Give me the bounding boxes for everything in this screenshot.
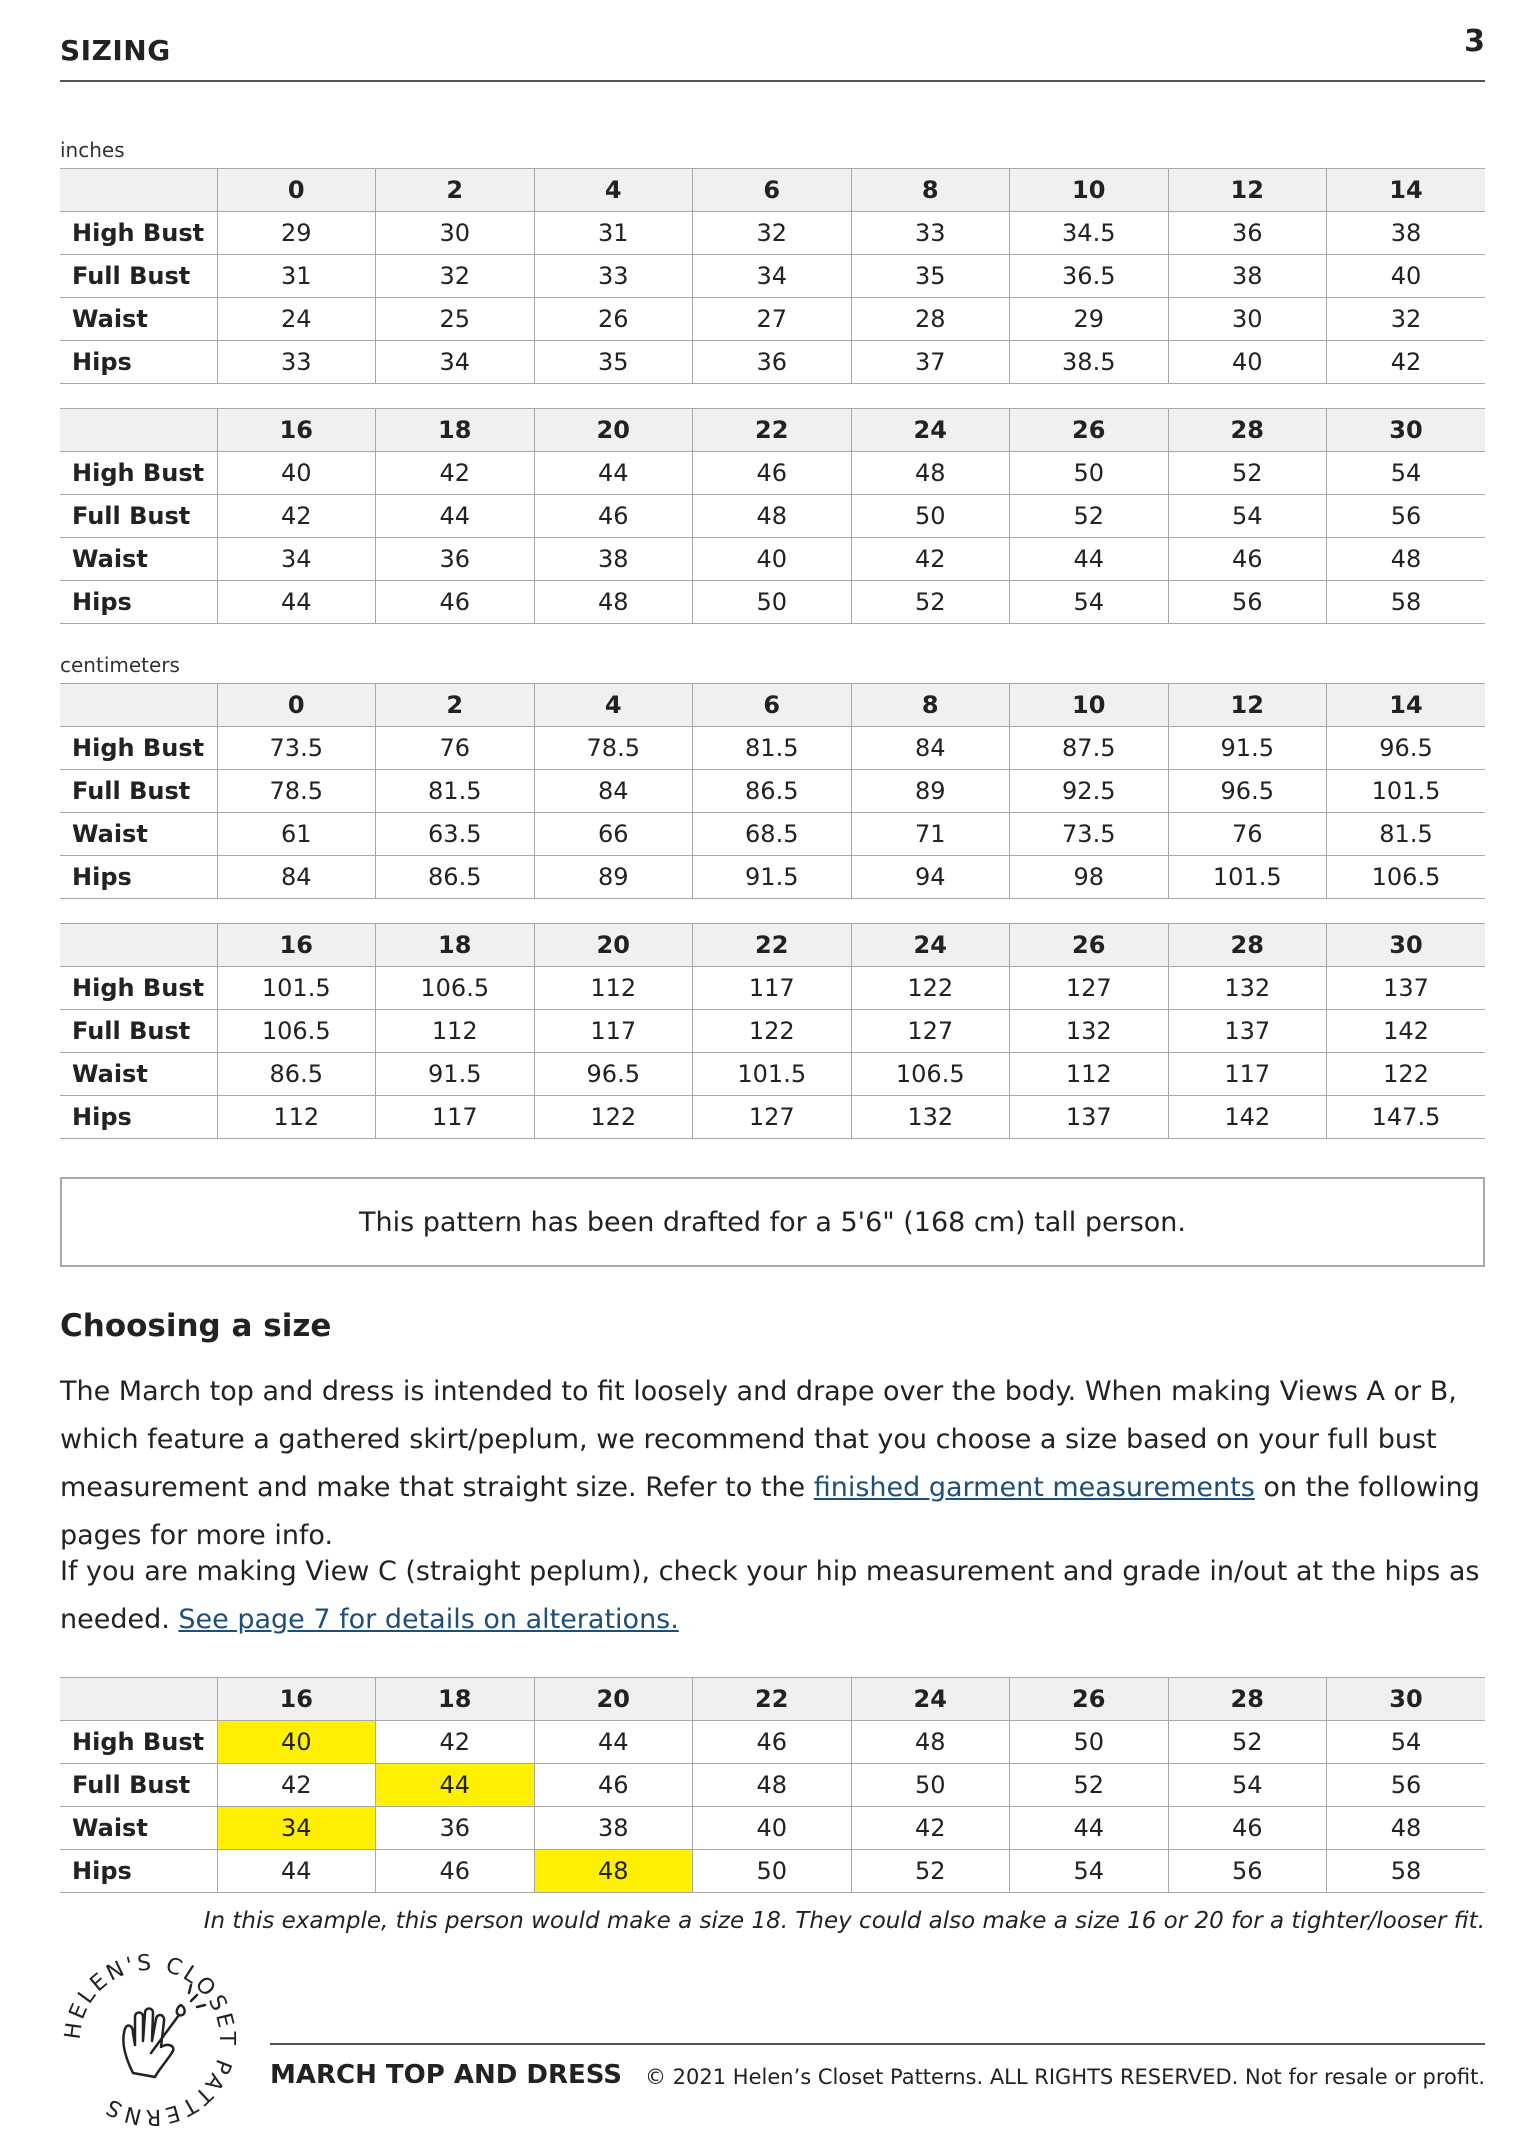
measurement-cell: 29: [1010, 298, 1169, 341]
measurement-cell: 35: [851, 255, 1010, 298]
measurement-cell: 44: [1010, 538, 1169, 581]
measurement-label: Full Bust: [60, 255, 217, 298]
measurement-cell: 27: [693, 298, 852, 341]
measurement-cell: 142: [1168, 1096, 1327, 1139]
measurement-cell: 101.5: [217, 967, 376, 1010]
measurement-cell: 42: [376, 452, 535, 495]
measurement-cell: 101.5: [693, 1053, 852, 1096]
measurement-cell: 106.5: [376, 967, 535, 1010]
measurement-cell: 127: [693, 1096, 852, 1139]
measurement-cell: 98: [1010, 856, 1169, 899]
corner-cell: [60, 684, 217, 727]
measurement-cell: 34: [217, 538, 376, 581]
measurement-row: [60, 813, 1485, 856]
paragraph-1-text: The March top and dress is intended to fit loosely and drape over the body. When making Views A or B, which feature a gathered skirt/peplum, we recommend that you choose a size based on your full bust measurement and make that straight size. Refer to the: [60, 1376, 1457, 1503]
measurement-cell: 117: [534, 1010, 693, 1053]
measurement-cell: 34.5: [1010, 212, 1169, 255]
size-header-row: [60, 1678, 1485, 1721]
measurement-cell: 52: [851, 1850, 1010, 1893]
centimeters-label: centimeters: [60, 653, 180, 677]
paragraph-1-tail: on the following pages for more info.: [60, 1472, 1480, 1551]
measurement-cell: 48: [693, 495, 852, 538]
measurement-cell: 76: [376, 727, 535, 770]
measurement-label: Hips: [60, 856, 217, 899]
measurement-cell: 142: [1327, 1010, 1486, 1053]
measurement-label: High Bust: [60, 212, 217, 255]
measurement-label: Waist: [60, 1053, 217, 1096]
section-title: SIZING: [60, 34, 171, 67]
measurement-cell: 30: [376, 212, 535, 255]
measurement-row: [60, 212, 1485, 255]
measurement-cell: 46: [1168, 1807, 1327, 1850]
measurement-row: [60, 1053, 1485, 1096]
measurement-cell: 87.5: [1010, 727, 1169, 770]
measurement-cell: 68.5: [693, 813, 852, 856]
measurement-cell: 44: [217, 581, 376, 624]
measurement-label: High Bust: [60, 452, 217, 495]
measurement-cell: 50: [851, 1764, 1010, 1807]
measurement-cell: 81.5: [693, 727, 852, 770]
measurement-cell: 117: [693, 967, 852, 1010]
measurement-cell: 35: [534, 341, 693, 384]
size-header: 8: [851, 169, 1010, 212]
measurement-label: Waist: [60, 813, 217, 856]
measurement-cell: 46: [693, 452, 852, 495]
measurement-cell: 58: [1327, 581, 1486, 624]
example-caption: In this example, this person would make a size 18. They could also make a size 16 or 20 for a tighter/looser fit.: [203, 1908, 1485, 1934]
measurement-cell: 137: [1327, 967, 1486, 1010]
measurement-cell: 42: [851, 538, 1010, 581]
measurement-cell: 38: [534, 1807, 693, 1850]
size-header: 18: [376, 924, 535, 967]
measurement-cell: 137: [1168, 1010, 1327, 1053]
measurement-row: [60, 1721, 1485, 1764]
measurement-cell: 137: [1010, 1096, 1169, 1139]
measurement-cell: 56: [1327, 1764, 1486, 1807]
measurement-cell: 37: [851, 341, 1010, 384]
measurement-cell: 81.5: [376, 770, 535, 813]
measurement-row: [60, 1010, 1485, 1053]
measurement-cell: 50: [1010, 452, 1169, 495]
measurement-cell: 52: [1010, 495, 1169, 538]
measurement-cell: 127: [851, 1010, 1010, 1053]
measurement-cell: 96.5: [534, 1053, 693, 1096]
measurement-cell: 48: [693, 1764, 852, 1807]
measurement-cell: 73.5: [217, 727, 376, 770]
measurement-row: [60, 727, 1485, 770]
measurement-cell: 38: [1327, 212, 1486, 255]
size-header: 22: [693, 924, 852, 967]
measurement-cell: 46: [1168, 538, 1327, 581]
choosing-paragraph-1: [60, 1368, 1490, 1560]
cm-table-small-sizes: [60, 683, 1485, 899]
measurement-cell: 61: [217, 813, 376, 856]
measurement-cell: 91.5: [376, 1053, 535, 1096]
measurement-cell: 42: [1327, 341, 1486, 384]
measurement-cell: 40: [1168, 341, 1327, 384]
measurement-label: Hips: [60, 341, 217, 384]
measurement-cell: 46: [534, 1764, 693, 1807]
size-header-row: [60, 409, 1485, 452]
measurement-cell: 31: [217, 255, 376, 298]
measurement-cell: 31: [534, 212, 693, 255]
measurement-cell: 86.5: [376, 856, 535, 899]
measurement-label: High Bust: [60, 967, 217, 1010]
measurement-cell: 40: [693, 1807, 852, 1850]
measurement-cell: 50: [1010, 1721, 1169, 1764]
corner-cell: [60, 409, 217, 452]
measurement-cell: 54: [1010, 581, 1169, 624]
measurement-cell: 122: [1327, 1053, 1486, 1096]
measurement-cell: 112: [1010, 1053, 1169, 1096]
measurement-label: Hips: [60, 1096, 217, 1139]
measurement-cell: 44: [1010, 1807, 1169, 1850]
measurement-cell: 117: [1168, 1053, 1327, 1096]
measurement-cell: 122: [693, 1010, 852, 1053]
size-header: 24: [851, 924, 1010, 967]
size-header: 28: [1168, 409, 1327, 452]
measurement-cell: 42: [217, 495, 376, 538]
measurement-cell: 132: [851, 1096, 1010, 1139]
measurement-row: [60, 341, 1485, 384]
footer-pattern-title: MARCH TOP AND DRESS: [270, 2060, 623, 2090]
size-header: 18: [376, 409, 535, 452]
measurement-cell: 48: [851, 1721, 1010, 1764]
measurement-cell: 127: [1010, 967, 1169, 1010]
measurement-cell: 56: [1168, 1850, 1327, 1893]
size-header-row: [60, 924, 1485, 967]
size-header: 4: [534, 169, 693, 212]
measurement-label: Full Bust: [60, 1764, 217, 1807]
inches-table-large-sizes: [60, 408, 1485, 624]
measurement-cell: 54: [1327, 1721, 1486, 1764]
size-header: 10: [1010, 684, 1169, 727]
measurement-cell: 112: [217, 1096, 376, 1139]
size-header: 6: [693, 684, 852, 727]
measurement-cell: 89: [851, 770, 1010, 813]
choosing-size-heading: Choosing a size: [60, 1308, 332, 1344]
measurement-cell: 46: [376, 1850, 535, 1893]
size-header: 30: [1327, 924, 1486, 967]
measurement-cell: 78.5: [217, 770, 376, 813]
size-header: 10: [1010, 169, 1169, 212]
choosing-paragraph-2: [60, 1548, 1490, 1644]
paragraph-2-text: If you are making View C (straight peplum), check your hip measurement and grade in/out at the hips as needed.: [60, 1556, 1480, 1635]
size-header: 20: [534, 1678, 693, 1721]
measurement-row: [60, 856, 1485, 899]
size-header: 16: [217, 924, 376, 967]
size-header: 24: [851, 409, 1010, 452]
measurement-cell: 112: [534, 967, 693, 1010]
measurement-cell: 33: [217, 341, 376, 384]
size-header: 4: [534, 684, 693, 727]
corner-cell: [60, 924, 217, 967]
corner-cell: [60, 1678, 217, 1721]
measurement-cell: 73.5: [1010, 813, 1169, 856]
measurement-label: Hips: [60, 581, 217, 624]
measurement-row: [60, 770, 1485, 813]
measurement-row: [60, 495, 1485, 538]
size-header: 26: [1010, 924, 1169, 967]
measurement-cell: 25: [376, 298, 535, 341]
measurement-cell: 40: [217, 452, 376, 495]
size-header: 0: [217, 169, 376, 212]
measurement-row: [60, 1096, 1485, 1139]
size-header: 8: [851, 684, 1010, 727]
measurement-cell: 40: [217, 1721, 376, 1764]
size-header: 26: [1010, 409, 1169, 452]
measurement-cell: 33: [851, 212, 1010, 255]
measurement-cell: 36: [376, 538, 535, 581]
measurement-cell: 52: [1168, 1721, 1327, 1764]
measurement-cell: 34: [693, 255, 852, 298]
measurement-cell: 36.5: [1010, 255, 1169, 298]
measurement-cell: 106.5: [1327, 856, 1486, 899]
measurement-cell: 94: [851, 856, 1010, 899]
measurement-cell: 54: [1168, 495, 1327, 538]
example-size-table: [60, 1677, 1485, 1893]
measurement-cell: 117: [376, 1096, 535, 1139]
measurement-cell: 32: [693, 212, 852, 255]
size-header: 2: [376, 684, 535, 727]
measurement-cell: 106.5: [217, 1010, 376, 1053]
measurement-row: [60, 255, 1485, 298]
size-header: 22: [693, 409, 852, 452]
measurement-cell: 78.5: [534, 727, 693, 770]
footer-copyright: © 2021 Helen’s Closet Patterns. ALL RIGHTS RESERVED. Not for resale or profit.: [645, 2065, 1485, 2089]
size-header: 30: [1327, 409, 1486, 452]
measurement-cell: 52: [1168, 452, 1327, 495]
measurement-cell: 56: [1168, 581, 1327, 624]
measurement-cell: 24: [217, 298, 376, 341]
size-header: 24: [851, 1678, 1010, 1721]
finished-measurements-link[interactable]: finished garment measurements: [813, 1472, 1255, 1503]
measurement-row: [60, 538, 1485, 581]
cm-table-large-sizes: [60, 923, 1485, 1139]
size-header: 20: [534, 924, 693, 967]
height-note-text: This pattern has been drafted for a 5'6" (168 cm) tall person.: [358, 1206, 1187, 1238]
measurement-cell: 84: [534, 770, 693, 813]
svg-text:HELEN'S CLOSET PATTERNS: HELEN'S CLOSET PATTERNS: [60, 1950, 240, 2130]
measurement-cell: 132: [1010, 1010, 1169, 1053]
measurement-cell: 81.5: [1327, 813, 1486, 856]
measurement-cell: 48: [534, 1850, 693, 1893]
measurement-cell: 32: [376, 255, 535, 298]
size-header: 28: [1168, 1678, 1327, 1721]
measurement-cell: 46: [376, 581, 535, 624]
measurement-cell: 92.5: [1010, 770, 1169, 813]
measurement-cell: 28: [851, 298, 1010, 341]
measurement-cell: 48: [851, 452, 1010, 495]
measurement-cell: 48: [534, 581, 693, 624]
measurement-cell: 36: [1168, 212, 1327, 255]
measurement-cell: 54: [1010, 1850, 1169, 1893]
size-header: 6: [693, 169, 852, 212]
height-note-box: [60, 1177, 1485, 1267]
measurement-cell: 58: [1327, 1850, 1486, 1893]
size-header: 18: [376, 1678, 535, 1721]
measurement-cell: 54: [1327, 452, 1486, 495]
measurement-cell: 46: [534, 495, 693, 538]
measurement-cell: 36: [376, 1807, 535, 1850]
measurement-cell: 96.5: [1327, 727, 1486, 770]
measurement-cell: 86.5: [217, 1053, 376, 1096]
measurement-label: Full Bust: [60, 770, 217, 813]
measurement-label: Waist: [60, 538, 217, 581]
measurement-cell: 50: [851, 495, 1010, 538]
measurement-cell: 66: [534, 813, 693, 856]
measurement-cell: 52: [851, 581, 1010, 624]
measurement-cell: 101.5: [1327, 770, 1486, 813]
measurement-label: High Bust: [60, 727, 217, 770]
measurement-cell: 44: [534, 1721, 693, 1764]
measurement-cell: 101.5: [1168, 856, 1327, 899]
measurement-cell: 56: [1327, 495, 1486, 538]
measurement-label: Waist: [60, 1807, 217, 1850]
size-header-row: [60, 169, 1485, 212]
size-header: 14: [1327, 169, 1486, 212]
size-header: 14: [1327, 684, 1486, 727]
measurement-cell: 91.5: [693, 856, 852, 899]
measurement-cell: 147.5: [1327, 1096, 1486, 1139]
measurement-cell: 86.5: [693, 770, 852, 813]
corner-cell: [60, 169, 217, 212]
measurement-label: Waist: [60, 298, 217, 341]
measurement-label: Hips: [60, 1850, 217, 1893]
inches-label: inches: [60, 138, 125, 162]
size-header: 16: [217, 1678, 376, 1721]
size-header: 28: [1168, 924, 1327, 967]
measurement-row: [60, 1807, 1485, 1850]
measurement-label: Full Bust: [60, 495, 217, 538]
measurement-cell: 84: [217, 856, 376, 899]
measurement-cell: 50: [693, 1850, 852, 1893]
measurement-row: [60, 581, 1485, 624]
measurement-cell: 29: [217, 212, 376, 255]
size-header: 22: [693, 1678, 852, 1721]
measurement-cell: 33: [534, 255, 693, 298]
footer-rule: [270, 2043, 1485, 2045]
measurement-row: [60, 298, 1485, 341]
measurement-label: High Bust: [60, 1721, 217, 1764]
measurement-cell: 91.5: [1168, 727, 1327, 770]
page: [60, 0, 1485, 2130]
measurement-row: [60, 967, 1485, 1010]
alterations-link[interactable]: See page 7 for details on alterations.: [178, 1604, 679, 1635]
size-header: 20: [534, 409, 693, 452]
measurement-cell: 42: [851, 1807, 1010, 1850]
size-header: 12: [1168, 684, 1327, 727]
measurement-cell: 42: [217, 1764, 376, 1807]
measurement-cell: 26: [534, 298, 693, 341]
measurement-cell: 122: [534, 1096, 693, 1139]
measurement-cell: 42: [376, 1721, 535, 1764]
measurement-cell: 40: [1327, 255, 1486, 298]
measurement-cell: 96.5: [1168, 770, 1327, 813]
measurement-cell: 84: [851, 727, 1010, 770]
inches-table-small-sizes: [60, 168, 1485, 384]
measurement-cell: 106.5: [851, 1053, 1010, 1096]
measurement-cell: 71: [851, 813, 1010, 856]
helens-closet-logo-icon: [55, 1945, 245, 2135]
measurement-cell: 44: [217, 1850, 376, 1893]
size-header: 0: [217, 684, 376, 727]
page-header: [60, 0, 1485, 82]
measurement-cell: 38.5: [1010, 341, 1169, 384]
measurement-cell: 46: [693, 1721, 852, 1764]
measurement-row: [60, 452, 1485, 495]
size-header: 30: [1327, 1678, 1486, 1721]
measurement-cell: 122: [851, 967, 1010, 1010]
measurement-label: Full Bust: [60, 1010, 217, 1053]
measurement-cell: 44: [534, 452, 693, 495]
measurement-cell: 54: [1168, 1764, 1327, 1807]
measurement-cell: 34: [376, 341, 535, 384]
measurement-cell: 36: [693, 341, 852, 384]
measurement-cell: 34: [217, 1807, 376, 1850]
page-number: 3: [1464, 24, 1485, 59]
measurement-cell: 38: [534, 538, 693, 581]
measurement-cell: 76: [1168, 813, 1327, 856]
measurement-cell: 50: [693, 581, 852, 624]
measurement-cell: 44: [376, 495, 535, 538]
measurement-cell: 48: [1327, 1807, 1486, 1850]
measurement-row: [60, 1850, 1485, 1893]
measurement-cell: 38: [1168, 255, 1327, 298]
measurement-cell: 30: [1168, 298, 1327, 341]
size-header: 2: [376, 169, 535, 212]
size-header: 26: [1010, 1678, 1169, 1721]
size-header-row: [60, 684, 1485, 727]
measurement-cell: 132: [1168, 967, 1327, 1010]
measurement-cell: 40: [693, 538, 852, 581]
measurement-cell: 63.5: [376, 813, 535, 856]
measurement-cell: 52: [1010, 1764, 1169, 1807]
measurement-row: [60, 1764, 1485, 1807]
measurement-cell: 112: [376, 1010, 535, 1053]
measurement-cell: 32: [1327, 298, 1486, 341]
measurement-cell: 89: [534, 856, 693, 899]
size-header: 16: [217, 409, 376, 452]
measurement-cell: 48: [1327, 538, 1486, 581]
size-header: 12: [1168, 169, 1327, 212]
measurement-cell: 44: [376, 1764, 535, 1807]
